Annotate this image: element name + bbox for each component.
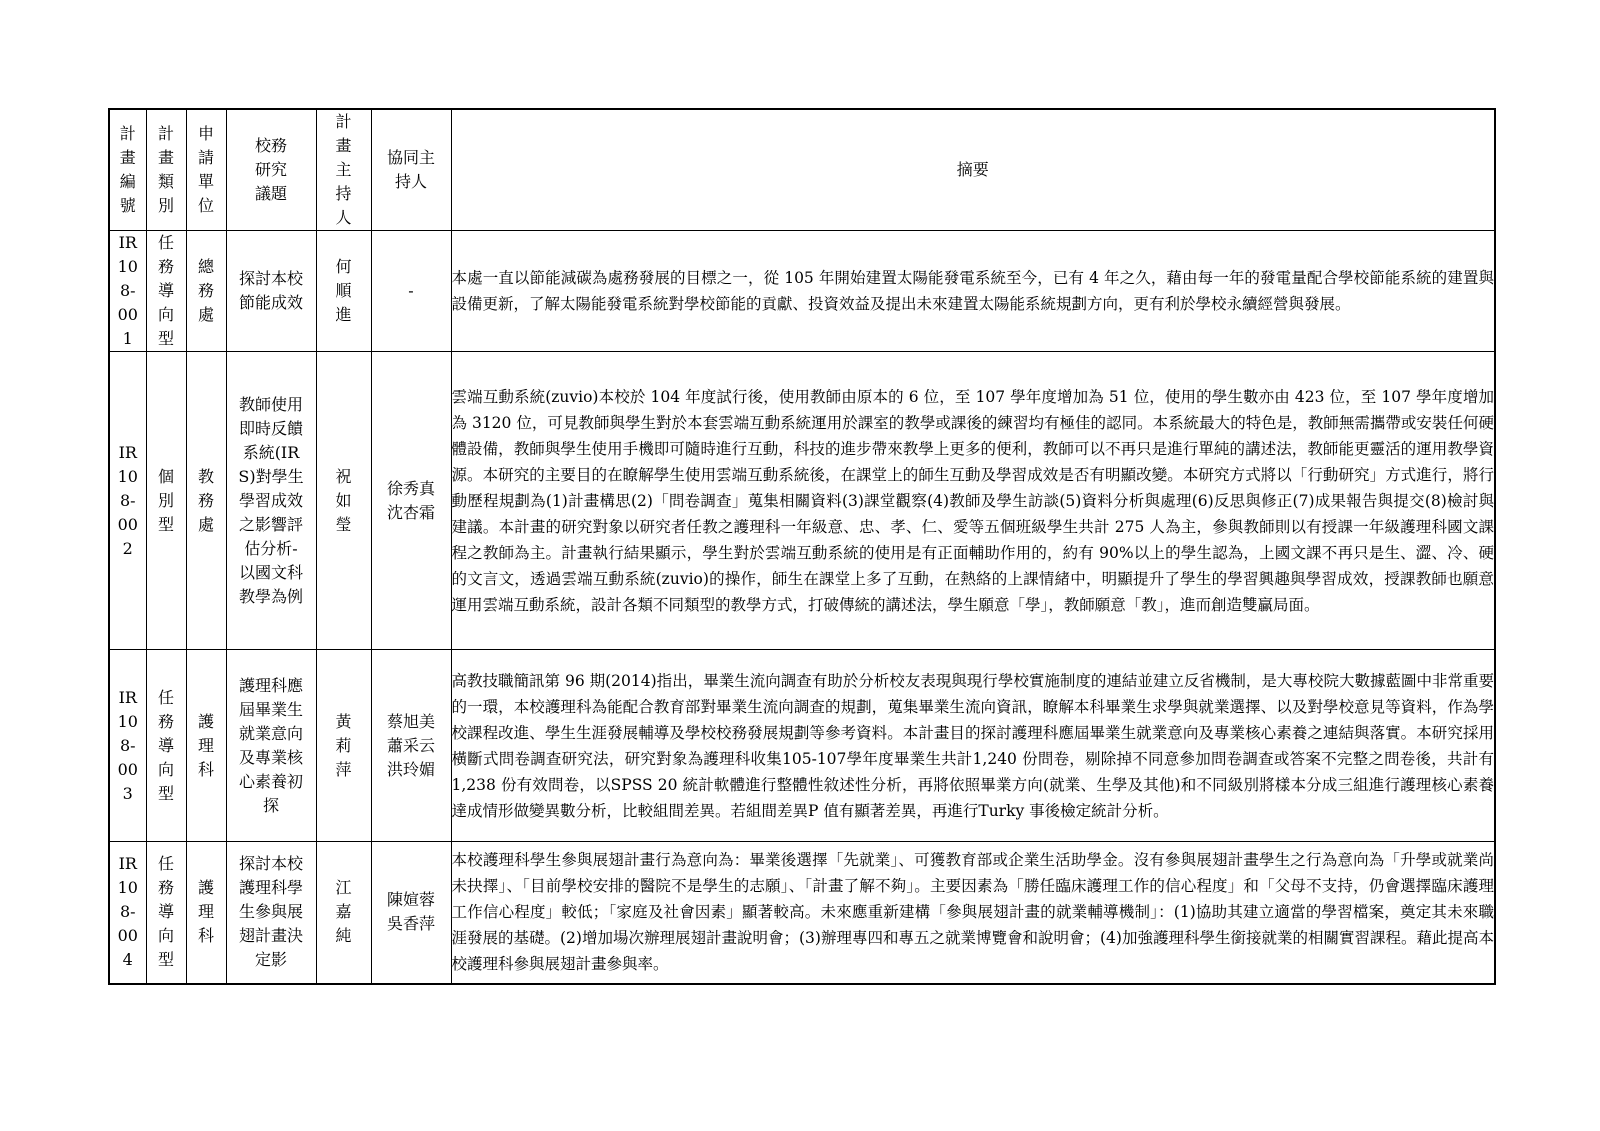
header-id: 計畫編號 — [109, 109, 146, 231]
cell-pi: 黃莉萍 — [316, 650, 371, 842]
table-row — [109, 842, 1495, 984]
cell-pi: 祝如瑩 — [316, 352, 371, 650]
cell-topic: 探討本校節能成效 — [226, 231, 316, 352]
header-unit: 申請單位 — [186, 109, 226, 231]
cell-abstract: 本校護理科學生參與展翅計畫行為意向為：畢業後選擇「先就業」、可獲教育部或企業生活助學金。沒有參與展翅計畫學生之行為意向為「升學或就業尚未抉擇」、「目前學校安排的醫院不是學生的志願」、「計畫了解不夠」。主要因素為「勝任臨床護理工作的信心程度」和「父母不支持，仍會選擇臨床護理工作信心程度」較低；「家庭及社會因素」顯著較高。未來應重新建構「參與展翅計畫的就業輔導機制」：(1)協助其建立適當的學習檔案，奠定其未來職涯發展的基礎。(2)增加場次辦理展翅計畫說明會；(3)辦理專四和專五之就業博覽會和說明會；(4)加強護理科學生銜接就業的相關實習課程。藉此提高本校護理科參與展翅計畫參與率。 — [451, 842, 1495, 984]
header-pi: 計畫主持人 — [316, 109, 371, 231]
cell-id: IR108-002 — [109, 352, 146, 650]
cell-pi: 江嘉純 — [316, 842, 371, 984]
table-row — [109, 352, 1495, 650]
cell-copi: 徐秀真沈杏霜 — [371, 352, 451, 650]
cell-abstract: 雲端互動系統(zuvio)本校於 104 年度試行後，使用教師由原本的 6 位，至 107 學年度增加為 51 位，使用的學生數亦由 423 位，至 107 學年度增加為 3120 位，可見教師與學生對於本套雲端互動系統運用於課室的教學或課後的練習均有極佳的認同。本系統最大的特色是，教師無需攜帶或安裝任何硬體設備，教師與學生使用手機即可隨時進行互動，科技的進步帶來教學上更多的便利，教師可以不再只是進行單純的講述法，教師能更靈活的運用教學資源。本研究的主要目的在瞭解學生使用雲端互動系統後，在課堂上的師生互動及學習成效是否有明顯改變。本研究方式將以「行動研究」方式進行，將行動歷程規劃為(1)計畫構思(2)「問卷調查」蒐集相關資料(3)課堂觀察(4)教師及學生訪談(5)資料分析與處理(6)反思與修正(7)成果報告與提交(8)檢討與建議。本計畫的研究對象以研究者任教之護理科一年級意、忠、孝、仁、愛等五個班級學生共計 275 人為主，參與教師則以有授課一年級護理科國文課程之教師為主。計畫執行結果顯示，學生對於雲端互動系統的使用是有正面輔助作用的，約有 90%以上的學生認為，上國文課不再只是生、澀、冷、硬的文言文，透過雲端互動系統(zuvio)的操作，師生在課堂上多了互動，在熱絡的上課情緒中，明顯提升了學生的學習興趣與學習成效，授課教師也願意運用雲端互動系統，設計各類不同類型的教學方式，打破傳統的講述法，學生願意「學」，教師願意「教」，進而創造雙贏局面。 — [451, 352, 1495, 650]
cell-topic: 教師使用即時反饋系統(IRS)對學生學習成效之影響評估分析-以國文科教學為例 — [226, 352, 316, 650]
cell-copi: 蔡旭美蕭采云洪玲媚 — [371, 650, 451, 842]
cell-type: 個別型 — [146, 352, 186, 650]
header-topic: 校務研究議題 — [226, 109, 316, 231]
table-row — [109, 231, 1495, 352]
cell-unit: 護理科 — [186, 842, 226, 984]
cell-pi: 何順進 — [316, 231, 371, 352]
header-type: 計畫類別 — [146, 109, 186, 231]
cell-unit: 護理科 — [186, 650, 226, 842]
cell-unit: 教務處 — [186, 352, 226, 650]
header-copi: 協同主持人 — [371, 109, 451, 231]
cell-unit: 總務處 — [186, 231, 226, 352]
cell-copi: 陳媗蓉吳香萍 — [371, 842, 451, 984]
header-abstract: 摘要 — [451, 109, 1495, 231]
cell-abstract: 高教技職簡訊第 96 期(2014)指出，畢業生流向調查有助於分析校友表現與現行學校實施制度的連結並建立反省機制，是大專校院大數據藍圖中非常重要的一環，本校護理科為能配合教育部對畢業生流向調查的規劃，蒐集畢業生流向資訊，瞭解本科畢業生求學與就業選擇、以及對學校意見等資料，作為學校課程改進、學生生涯發展輔導及學校校務發展規劃等參考資料。本計畫目的探討護理科應屆畢業生就業意向及專業核心素養之連結與落實。本研究採用橫斷式問卷調查研究法，研究對象為護理科收集105-107學年度畢業生共計1,240 份問卷，剔除掉不同意參加問卷調查或答案不完整之問卷後，共計有1,238 份有效問卷，以SPSS 20 統計軟體進行整體性敘述性分析，再將依照畢業方向(就業、生學及其他)和不同級別將樣本分成三組進行護理核心素養達成情形做變異數分析，比較組間差異。若組間差異P 值有顯著差異，再進行Turky 事後檢定統計分析。 — [451, 650, 1495, 842]
cell-id: IR108-003 — [109, 650, 146, 842]
table-row — [109, 650, 1495, 842]
cell-type: 任務導向型 — [146, 842, 186, 984]
cell-id: IR108-004 — [109, 842, 146, 984]
cell-id: IR108-001 — [109, 231, 146, 352]
project-table — [108, 108, 1496, 985]
cell-topic: 護理科應屆畢業生就業意向及專業核心素養初探 — [226, 650, 316, 842]
cell-type: 任務導向型 — [146, 231, 186, 352]
cell-copi: - — [371, 231, 451, 352]
cell-abstract: 本處一直以節能減碳為處務發展的目標之一，從 105 年開始建置太陽能發電系統至今，已有 4 年之久，藉由每一年的發電量配合學校節能系統的建置與設備更新，了解太陽能發電系統對學校節能的貢獻、投資效益及提出未來建置太陽能系統規劃方向，更有利於學校永續經營與發展。 — [451, 231, 1495, 352]
cell-topic: 探討本校護理科學生參與展翅計畫決定影 — [226, 842, 316, 984]
cell-type: 任務導向型 — [146, 650, 186, 842]
header-row — [109, 109, 1495, 231]
